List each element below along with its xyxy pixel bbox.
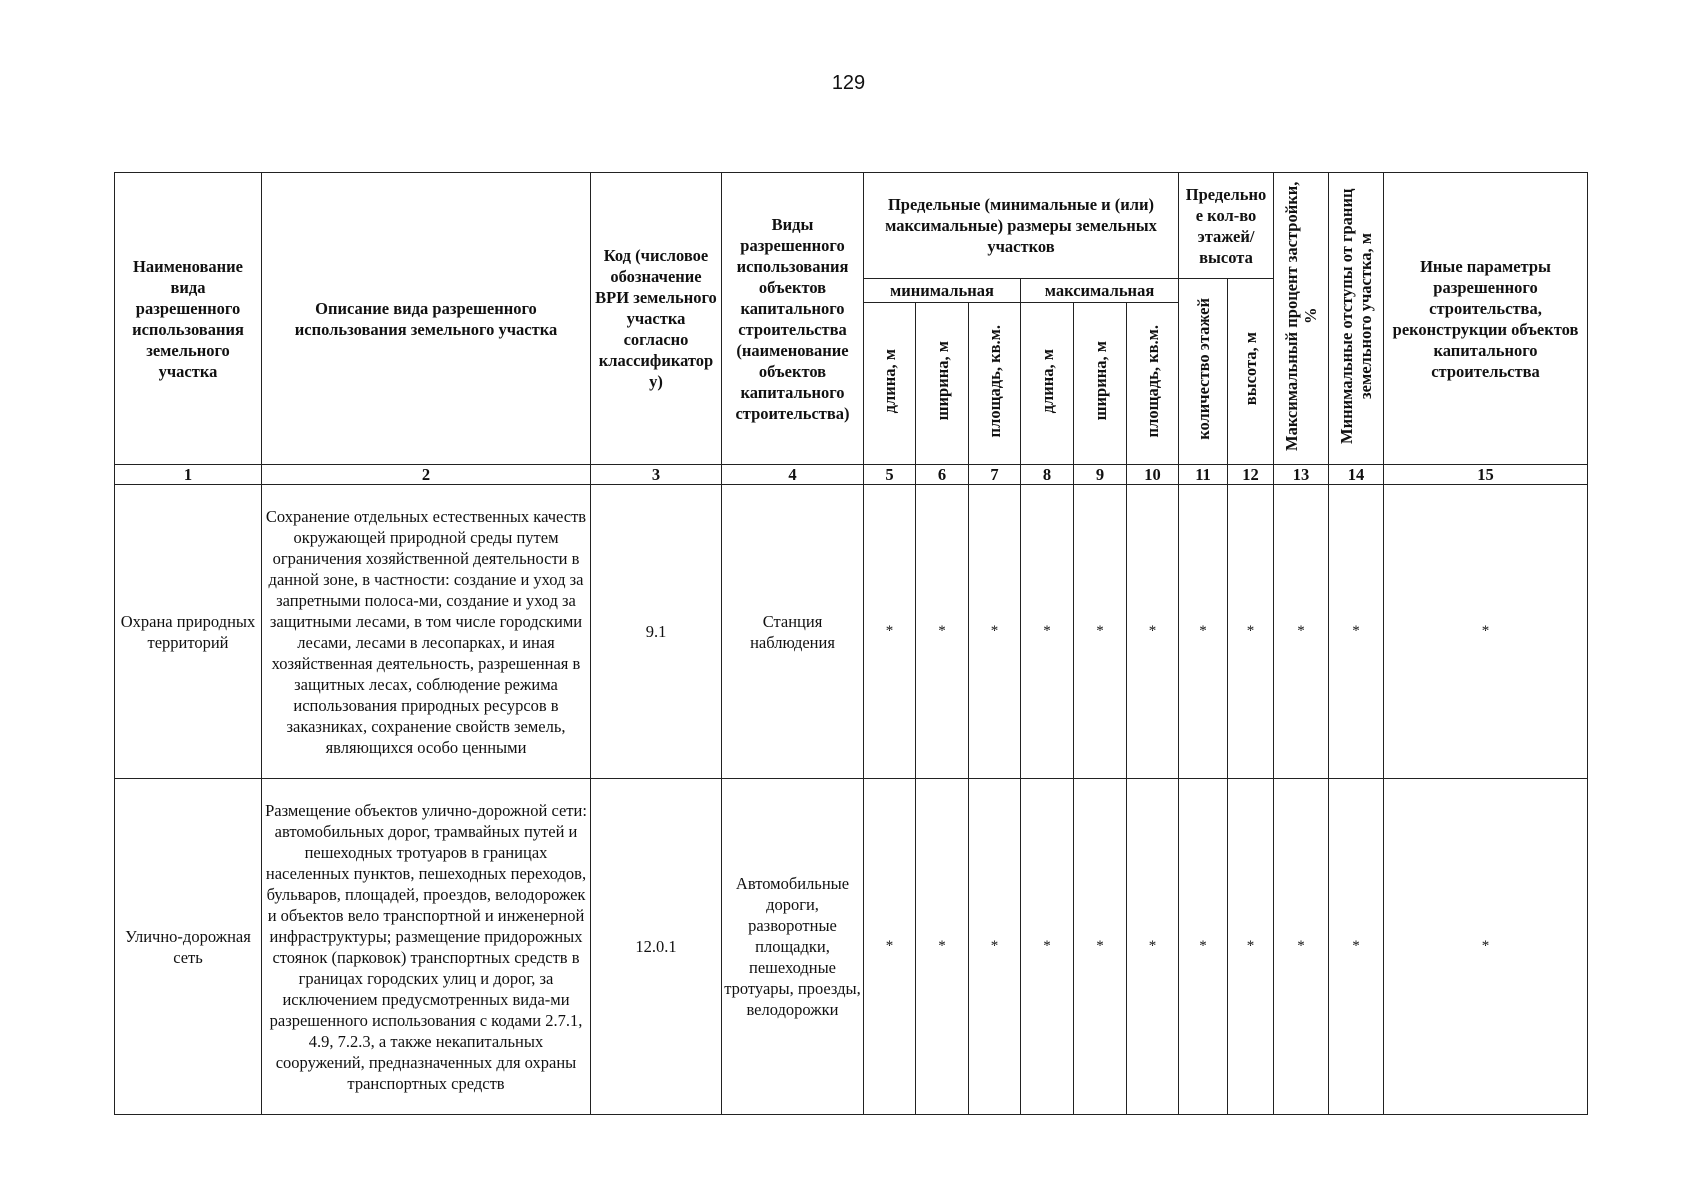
row-value: *	[1021, 779, 1074, 1115]
row-value: *	[864, 485, 916, 779]
row-value: *	[916, 779, 969, 1115]
row-description: Размещение объектов улично-дорожной сети: автомобильных дорог, трамвайных путей и пешеходных тротуаров в границах населенных пунктов, пешеходных переходов, бульваров, площадей, проездов, велодорожек и объектов вело транспортной и инженерной инфраструктуры; размещение придорожных стоянок (парковок) транспортных средств в границах городских улиц и дорог, за исключением предусмотренных вида-ми разрешенного использования с кодами 2.7.1, 4.9, 7.2.3, а также некапитальных сооружений, предназначенных для охраны транспортных средств	[262, 779, 591, 1115]
land-use-table	[114, 172, 1588, 1115]
header-min-width: ширина, м	[916, 303, 969, 465]
column-numbers-row	[115, 465, 1588, 485]
row-value: *	[969, 779, 1021, 1115]
row-code: 12.0.1	[591, 779, 722, 1115]
header-other-params: Иные параметры разрешенного строительства, реконструкции объектов капитального строительства	[1384, 173, 1588, 465]
header-minimal: минимальная	[864, 279, 1021, 303]
row-types: Автомобильные дороги, разворотные площадки, пешеходные тротуары, проезды, велодорожки	[722, 779, 864, 1115]
table-row	[115, 485, 1588, 779]
row-value: *	[1274, 779, 1329, 1115]
column-number: 13	[1274, 465, 1329, 485]
row-value: *	[916, 485, 969, 779]
row-value: *	[1228, 485, 1274, 779]
row-value: *	[864, 779, 916, 1115]
header-max-length: длина, м	[1021, 303, 1074, 465]
column-number: 5	[864, 465, 916, 485]
header-name: Наименование вида разрешенного использования земельного участка	[115, 173, 262, 465]
header-types: Виды разрешенного использования объектов капитального строительства (наименование объектов капитального строительства)	[722, 173, 864, 465]
row-value: *	[1384, 779, 1588, 1115]
header-min-length: длина, м	[864, 303, 916, 465]
column-number: 12	[1228, 465, 1274, 485]
header-max-area: площадь, кв.м.	[1127, 303, 1179, 465]
column-number: 6	[916, 465, 969, 485]
header-limit-sizes: Предельные (минимальные и (или) максимальные) размеры земельных участков	[864, 173, 1179, 279]
row-description: Сохранение отдельных естественных качеств окружающей природной среды путем ограничения хозяйственной деятельности в данной зоне, в частности: создание и уход за запретными полоса-ми, создание и уход за защитными лесами, в том числе городскими лесами, лесами в лесопарках, и иная хозяйственная деятельность, разрешенная в защитных лесах, соблюдение режима использования природных ресурсов в заказниках, сохранение свойств земель, являющихся особо ценными	[262, 485, 591, 779]
table-row	[115, 779, 1588, 1115]
header-code: Код (числовое обозначение ВРИ земельного участка согласно классификатор у)	[591, 173, 722, 465]
row-value: *	[1179, 779, 1228, 1115]
row-value: *	[1329, 779, 1384, 1115]
column-number: 10	[1127, 465, 1179, 485]
row-value: *	[1228, 779, 1274, 1115]
column-number: 3	[591, 465, 722, 485]
row-name: Охрана природных территорий	[115, 485, 262, 779]
header-description: Описание вида разрешенного использования земельного участка	[262, 173, 591, 465]
column-number: 4	[722, 465, 864, 485]
column-number: 15	[1384, 465, 1588, 485]
row-value: *	[1329, 485, 1384, 779]
column-number: 2	[262, 465, 591, 485]
row-value: *	[1127, 779, 1179, 1115]
column-number: 14	[1329, 465, 1384, 485]
row-value: *	[1074, 779, 1127, 1115]
header-floors-group: Предельно е кол-во этажей/ высота	[1179, 173, 1274, 279]
row-types: Станция наблюдения	[722, 485, 864, 779]
row-value: *	[1274, 485, 1329, 779]
header-max-percent: Максимальный процент застройки, %	[1274, 173, 1329, 465]
page-number: 129	[831, 72, 866, 94]
row-code: 9.1	[591, 485, 722, 779]
header-min-setbacks: Минимальные отступы от границ земельного участка, м	[1329, 173, 1384, 465]
header-maximal: максимальная	[1021, 279, 1179, 303]
header-height: высота, м	[1228, 279, 1274, 465]
header-floors-count: количество этажей	[1179, 279, 1228, 465]
header-max-width: ширина, м	[1074, 303, 1127, 465]
row-name: Улично-дорожная сеть	[115, 779, 262, 1115]
column-number: 1	[115, 465, 262, 485]
row-value: *	[1021, 485, 1074, 779]
column-number: 9	[1074, 465, 1127, 485]
column-number: 8	[1021, 465, 1074, 485]
row-value: *	[1127, 485, 1179, 779]
row-value: *	[1179, 485, 1228, 779]
row-value: *	[1074, 485, 1127, 779]
header-min-area: площадь, кв.м.	[969, 303, 1021, 465]
column-number: 11	[1179, 465, 1228, 485]
column-number: 7	[969, 465, 1021, 485]
row-value: *	[1384, 485, 1588, 779]
row-value: *	[969, 485, 1021, 779]
